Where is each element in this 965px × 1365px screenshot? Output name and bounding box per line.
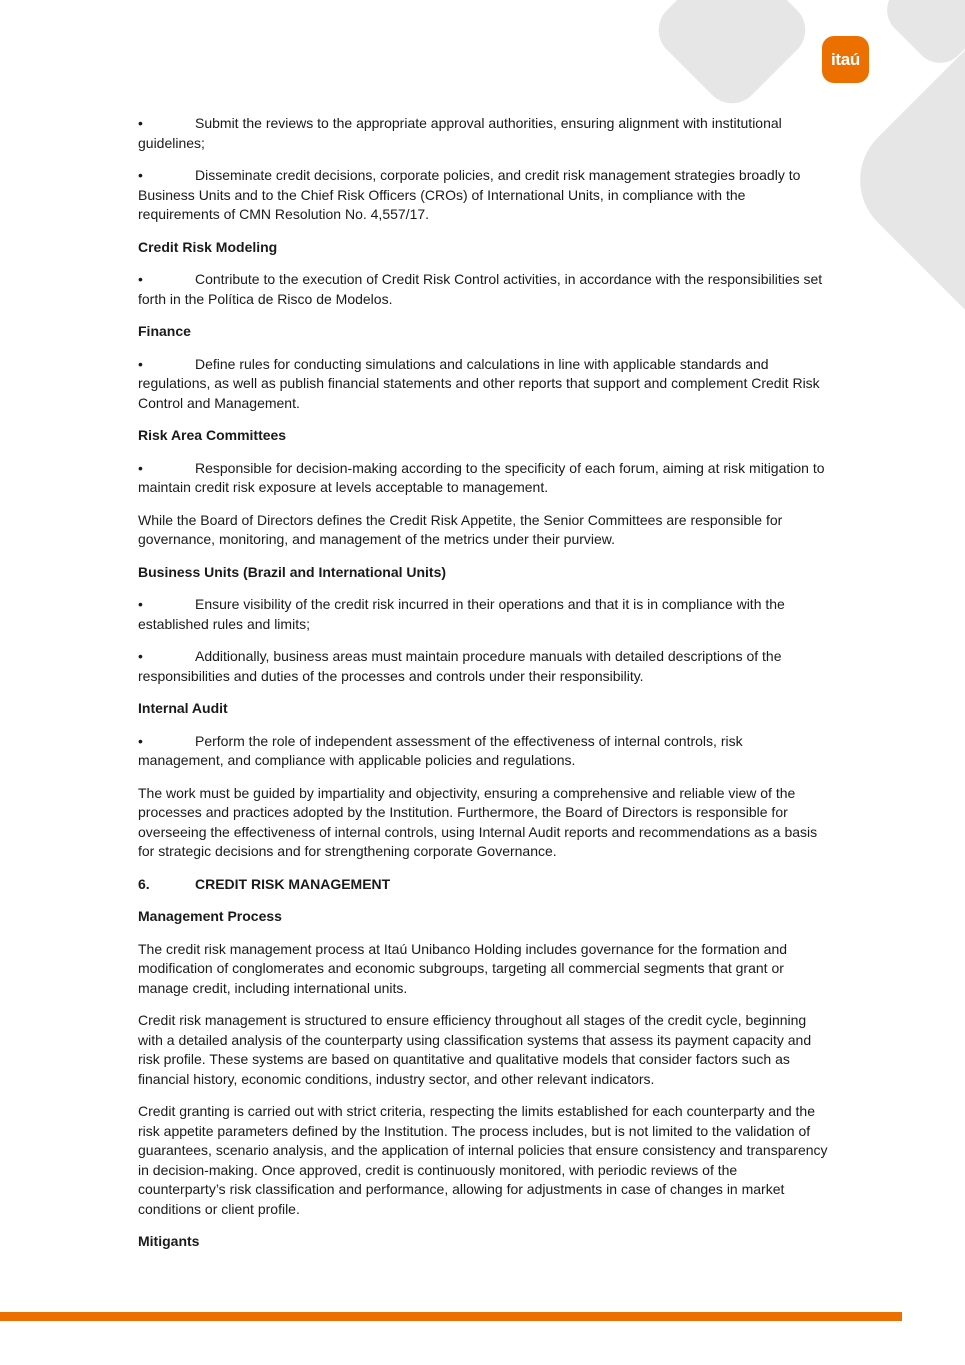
- bullet-item: • Additionally, business areas must maintain procedure manuals with detailed descriptions of the responsibilities and duties of the processes and controls under their responsibility.: [138, 648, 782, 684]
- decorative-shape: [647, 0, 817, 115]
- bullet-item: • Ensure visibility of the credit risk incurred in their operations and that it is in compliance with the established rules and limits;: [138, 596, 785, 632]
- paragraph: The work must be guided by impartiality and objectivity, ensuring a comprehensive and reliable view of the processes and practices adopted by the Institution. Furthermore, the Board of Directors is responsible for overseeing the effectiveness of internal controls, using Internal Audit reports and recommendations as a basis for strategic decisions and for strengthening corporate Governance.: [138, 784, 818, 859]
- heading-mitigants: Mitigants: [138, 1233, 200, 1249]
- paragraph: Credit risk management is structured to ensure efficiency throughout all stages of the credit cycle, beginning with a detailed analysis of the counterparty using classification systems that assess its payment capacity and risk profile. These systems are based on quantitative and qualitative models that consider factors such as financial history, economic conditions, industry sector, and other relevant indicators.: [138, 1012, 812, 1087]
- bullet-item: • Define rules for conducting simulations and calculations in line with applicable standards and regulations, as well as publish financial statements and other reports that support and complement Credit Risk Control and Management.: [138, 355, 820, 411]
- logo-text: itaú: [830, 49, 861, 69]
- heading-management-process: Management Process: [138, 908, 282, 924]
- footer-accent-bar: [0, 1312, 902, 1321]
- paragraph: Credit granting is carried out with strict criteria, respecting the limits established for each counterparty and the risk appetite parameters defined by the Institution. The process includes, but is not limited to the validation of guarantees, scenario analysis, and the application of internal policies that ensure consistency and transparency in decision-making. Once approved, credit is continuously monitored, with periodic reviews of the counterparty’s risk classification and performance, allowing for adjustments in case of changes in market conditions or client profile.: [138, 1103, 828, 1217]
- bullet-item: • Responsible for decision-making according to the specificity of each forum, aiming at risk mitigation to maintain credit risk exposure at levels acceptable to management.: [138, 459, 825, 495]
- section-heading: 6. CREDIT RISK MANAGEMENT: [138, 875, 391, 892]
- heading-internal-audit: Internal Audit: [138, 700, 228, 716]
- bullet-item: • Perform the role of independent assessment of the effectiveness of internal controls, risk management, and compliance with applicable policies and regulations.: [138, 732, 743, 768]
- heading-credit-risk-modeling: Credit Risk Modeling: [138, 238, 278, 255]
- heading-risk-area-committees: Risk Area Committees: [138, 427, 287, 443]
- page-content: [138, 114, 828, 1265]
- itau-logo: [822, 36, 869, 83]
- bullet-item: • Disseminate credit decisions, corporate policies, and credit risk management strategies broadly to Business Units and to the Chief Risk Officers (CROs) of International Units, in compliance with the requirements of CMN Resolution No. 4,557/17.: [138, 167, 801, 222]
- paragraph: The credit risk management process at Itaú Unibanco Holding includes governance for the formation and modification of conglomerates and economic subgroups, targeting all commercial segments that grant or manage credit, including international units.: [138, 940, 788, 996]
- heading-business-units: Business Units (Brazil and International Units): [138, 563, 447, 580]
- bullet-item: • Submit the reviews to the appropriate approval authorities, ensuring alignment with institutional guidelines;: [138, 115, 782, 151]
- bullet-item: • Contribute to the execution of Credit Risk Control activities, in accordance with the responsibilities set forth in the Política de Risco de Modelos.: [138, 271, 823, 307]
- heading-finance: Finance: [138, 323, 191, 339]
- paragraph: While the Board of Directors defines the Credit Risk Appetite, the Senior Committees are responsible for governance, monitoring, and management of the metrics under their purview.: [138, 511, 783, 547]
